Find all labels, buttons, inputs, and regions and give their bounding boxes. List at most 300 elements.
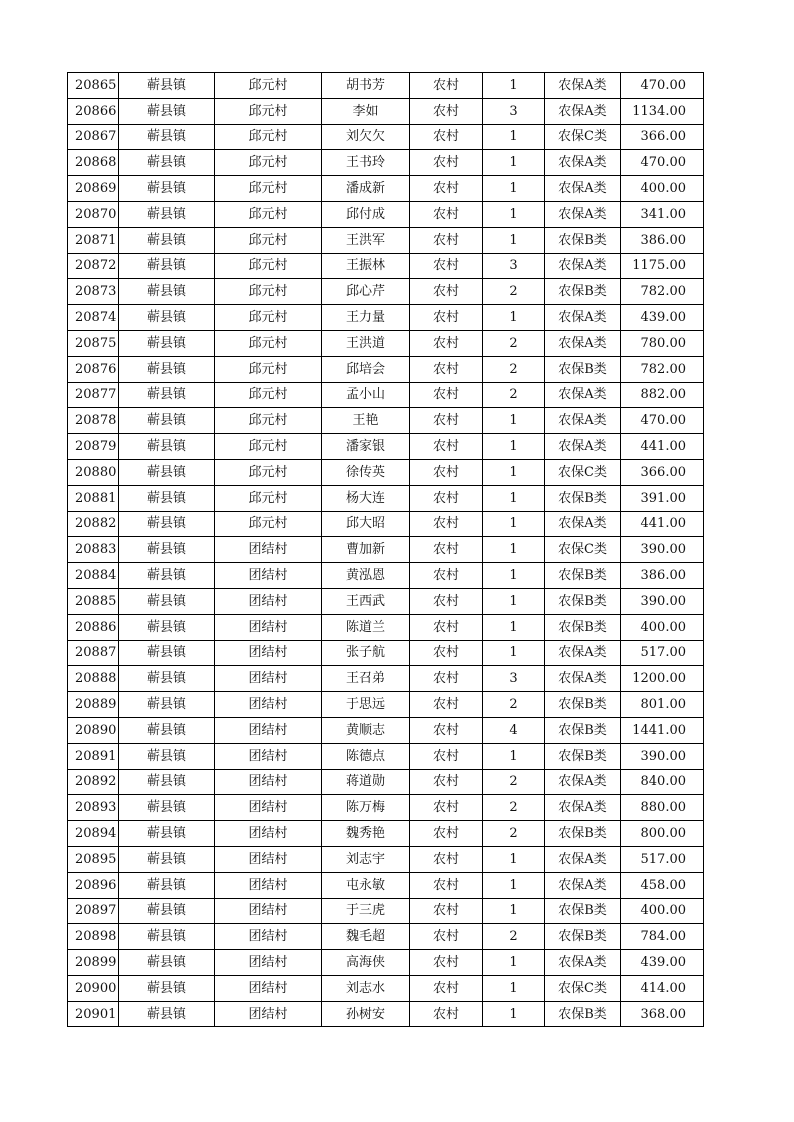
record-id: 20873: [68, 279, 119, 305]
village-cell: 团结村: [215, 588, 322, 614]
name-cell: 王西武: [322, 588, 410, 614]
household-size-cell: 1: [483, 459, 545, 485]
area-type-cell: 农村: [410, 666, 483, 692]
name-cell: 魏秀艳: [322, 821, 410, 847]
town-cell: 蕲县镇: [119, 975, 215, 1001]
table-row: [68, 924, 704, 950]
village-cell: 邱元村: [215, 98, 322, 124]
area-type-cell: 农村: [410, 408, 483, 434]
insurance-class-cell: 农保B类: [545, 356, 621, 382]
household-size-cell: 1: [483, 872, 545, 898]
household-size-cell: 1: [483, 846, 545, 872]
amount-cell: 517.00: [621, 640, 704, 666]
town-cell: 蕲县镇: [119, 924, 215, 950]
name-cell: 陈万梅: [322, 795, 410, 821]
town-cell: 蕲县镇: [119, 898, 215, 924]
insurance-class-cell: 农保A类: [545, 330, 621, 356]
table-row: [68, 485, 704, 511]
record-id: 20901: [68, 1001, 119, 1027]
name-cell: 于思远: [322, 692, 410, 718]
name-cell: 陈道兰: [322, 614, 410, 640]
household-size-cell: 1: [483, 1001, 545, 1027]
household-size-cell: 2: [483, 330, 545, 356]
village-cell: 团结村: [215, 872, 322, 898]
table-row: [68, 821, 704, 847]
table-row: [68, 227, 704, 253]
table-row: [68, 563, 704, 589]
record-id: 20867: [68, 124, 119, 150]
village-cell: 邱元村: [215, 124, 322, 150]
amount-cell: 780.00: [621, 330, 704, 356]
amount-cell: 517.00: [621, 846, 704, 872]
village-cell: 邱元村: [215, 382, 322, 408]
village-cell: 邱元村: [215, 227, 322, 253]
village-cell: 团结村: [215, 717, 322, 743]
area-type-cell: 农村: [410, 769, 483, 795]
record-id: 20895: [68, 846, 119, 872]
insurance-class-cell: 农保A类: [545, 769, 621, 795]
household-size-cell: 1: [483, 73, 545, 99]
name-cell: 王艳: [322, 408, 410, 434]
area-type-cell: 农村: [410, 279, 483, 305]
household-size-cell: 3: [483, 666, 545, 692]
table-row: [68, 253, 704, 279]
village-cell: 邱元村: [215, 511, 322, 537]
town-cell: 蕲县镇: [119, 795, 215, 821]
household-size-cell: 2: [483, 279, 545, 305]
village-cell: 团结村: [215, 614, 322, 640]
table-row: [68, 408, 704, 434]
household-size-cell: 1: [483, 898, 545, 924]
household-size-cell: 1: [483, 743, 545, 769]
insurance-class-cell: 农保C类: [545, 537, 621, 563]
name-cell: 陈德点: [322, 743, 410, 769]
amount-cell: 386.00: [621, 563, 704, 589]
record-id: 20884: [68, 563, 119, 589]
insurance-class-cell: 农保A类: [545, 408, 621, 434]
area-type-cell: 农村: [410, 950, 483, 976]
record-id: 20868: [68, 150, 119, 176]
village-cell: 团结村: [215, 666, 322, 692]
amount-cell: 368.00: [621, 1001, 704, 1027]
household-size-cell: 1: [483, 563, 545, 589]
insurance-class-cell: 农保B类: [545, 614, 621, 640]
amount-cell: 470.00: [621, 73, 704, 99]
town-cell: 蕲县镇: [119, 124, 215, 150]
town-cell: 蕲县镇: [119, 150, 215, 176]
town-cell: 蕲县镇: [119, 511, 215, 537]
amount-cell: 782.00: [621, 279, 704, 305]
area-type-cell: 农村: [410, 511, 483, 537]
town-cell: 蕲县镇: [119, 640, 215, 666]
town-cell: 蕲县镇: [119, 692, 215, 718]
town-cell: 蕲县镇: [119, 73, 215, 99]
name-cell: 徐传英: [322, 459, 410, 485]
insurance-class-cell: 农保A类: [545, 73, 621, 99]
area-type-cell: 农村: [410, 743, 483, 769]
village-cell: 团结村: [215, 743, 322, 769]
insurance-class-cell: 农保A类: [545, 305, 621, 331]
insurance-class-cell: 农保C类: [545, 124, 621, 150]
insurance-class-cell: 农保A类: [545, 434, 621, 460]
table-row: [68, 459, 704, 485]
household-size-cell: 1: [483, 201, 545, 227]
insurance-class-cell: 农保B类: [545, 898, 621, 924]
record-id: 20893: [68, 795, 119, 821]
table-row: [68, 588, 704, 614]
amount-cell: 400.00: [621, 176, 704, 202]
household-size-cell: 1: [483, 614, 545, 640]
table-row: [68, 769, 704, 795]
village-cell: 邱元村: [215, 356, 322, 382]
household-size-cell: 2: [483, 382, 545, 408]
record-id: 20874: [68, 305, 119, 331]
name-cell: 李如: [322, 98, 410, 124]
amount-cell: 390.00: [621, 537, 704, 563]
record-id: 20887: [68, 640, 119, 666]
area-type-cell: 农村: [410, 356, 483, 382]
household-size-cell: 1: [483, 150, 545, 176]
amount-cell: 414.00: [621, 975, 704, 1001]
town-cell: 蕲县镇: [119, 201, 215, 227]
name-cell: 王书玲: [322, 150, 410, 176]
table-body: [68, 73, 704, 1027]
town-cell: 蕲县镇: [119, 872, 215, 898]
insurance-class-cell: 农保A类: [545, 666, 621, 692]
area-type-cell: 农村: [410, 485, 483, 511]
town-cell: 蕲县镇: [119, 588, 215, 614]
table-row: [68, 176, 704, 202]
area-type-cell: 农村: [410, 73, 483, 99]
town-cell: 蕲县镇: [119, 356, 215, 382]
table-row: [68, 73, 704, 99]
table-row: [68, 150, 704, 176]
table-row: [68, 382, 704, 408]
record-id: 20865: [68, 73, 119, 99]
amount-cell: 366.00: [621, 124, 704, 150]
village-cell: 团结村: [215, 537, 322, 563]
amount-cell: 400.00: [621, 614, 704, 640]
name-cell: 蒋道勋: [322, 769, 410, 795]
amount-cell: 880.00: [621, 795, 704, 821]
table-row: [68, 124, 704, 150]
town-cell: 蕲县镇: [119, 846, 215, 872]
area-type-cell: 农村: [410, 846, 483, 872]
insurance-class-cell: 农保B类: [545, 485, 621, 511]
amount-cell: 458.00: [621, 872, 704, 898]
household-size-cell: 1: [483, 511, 545, 537]
village-cell: 团结村: [215, 950, 322, 976]
record-id: 20876: [68, 356, 119, 382]
amount-cell: 1441.00: [621, 717, 704, 743]
record-id: 20888: [68, 666, 119, 692]
amount-cell: 1175.00: [621, 253, 704, 279]
area-type-cell: 农村: [410, 924, 483, 950]
area-type-cell: 农村: [410, 898, 483, 924]
household-size-cell: 1: [483, 124, 545, 150]
village-cell: 邱元村: [215, 150, 322, 176]
insurance-class-cell: 农保B类: [545, 692, 621, 718]
record-id: 20869: [68, 176, 119, 202]
record-id: 20885: [68, 588, 119, 614]
village-cell: 邱元村: [215, 73, 322, 99]
name-cell: 刘志宇: [322, 846, 410, 872]
table-row: [68, 1001, 704, 1027]
insurance-class-cell: 农保B类: [545, 563, 621, 589]
area-type-cell: 农村: [410, 640, 483, 666]
area-type-cell: 农村: [410, 150, 483, 176]
area-type-cell: 农村: [410, 201, 483, 227]
village-cell: 邱元村: [215, 434, 322, 460]
name-cell: 孟小山: [322, 382, 410, 408]
name-cell: 杨大连: [322, 485, 410, 511]
table-row: [68, 666, 704, 692]
town-cell: 蕲县镇: [119, 176, 215, 202]
insurance-class-cell: 农保B类: [545, 821, 621, 847]
record-id: 20886: [68, 614, 119, 640]
record-id: 20896: [68, 872, 119, 898]
area-type-cell: 农村: [410, 563, 483, 589]
town-cell: 蕲县镇: [119, 227, 215, 253]
record-id: 20898: [68, 924, 119, 950]
household-size-cell: 2: [483, 356, 545, 382]
insurance-class-cell: 农保C类: [545, 975, 621, 1001]
area-type-cell: 农村: [410, 176, 483, 202]
records-table: [67, 72, 704, 1027]
town-cell: 蕲县镇: [119, 821, 215, 847]
name-cell: 刘欠欠: [322, 124, 410, 150]
amount-cell: 782.00: [621, 356, 704, 382]
insurance-class-cell: 农保A类: [545, 382, 621, 408]
insurance-class-cell: 农保A类: [545, 201, 621, 227]
household-size-cell: 1: [483, 434, 545, 460]
household-size-cell: 4: [483, 717, 545, 743]
name-cell: 王洪道: [322, 330, 410, 356]
insurance-class-cell: 农保A类: [545, 98, 621, 124]
household-size-cell: 2: [483, 924, 545, 950]
amount-cell: 439.00: [621, 305, 704, 331]
table-row: [68, 846, 704, 872]
village-cell: 邱元村: [215, 305, 322, 331]
record-id: 20880: [68, 459, 119, 485]
town-cell: 蕲县镇: [119, 1001, 215, 1027]
record-id: 20875: [68, 330, 119, 356]
record-id: 20897: [68, 898, 119, 924]
insurance-class-cell: 农保A类: [545, 846, 621, 872]
record-id: 20872: [68, 253, 119, 279]
village-cell: 团结村: [215, 795, 322, 821]
village-cell: 邱元村: [215, 176, 322, 202]
record-id: 20899: [68, 950, 119, 976]
name-cell: 张子航: [322, 640, 410, 666]
insurance-class-cell: 农保B类: [545, 717, 621, 743]
name-cell: 屯永敏: [322, 872, 410, 898]
area-type-cell: 农村: [410, 434, 483, 460]
town-cell: 蕲县镇: [119, 485, 215, 511]
area-type-cell: 农村: [410, 1001, 483, 1027]
area-type-cell: 农村: [410, 588, 483, 614]
table-row: [68, 356, 704, 382]
amount-cell: 1200.00: [621, 666, 704, 692]
amount-cell: 470.00: [621, 408, 704, 434]
name-cell: 邱大昭: [322, 511, 410, 537]
record-id: 20866: [68, 98, 119, 124]
amount-cell: 840.00: [621, 769, 704, 795]
insurance-class-cell: 农保C类: [545, 459, 621, 485]
name-cell: 于三虎: [322, 898, 410, 924]
insurance-class-cell: 农保A类: [545, 253, 621, 279]
table-row: [68, 434, 704, 460]
area-type-cell: 农村: [410, 795, 483, 821]
insurance-class-cell: 农保A类: [545, 150, 621, 176]
town-cell: 蕲县镇: [119, 950, 215, 976]
amount-cell: 390.00: [621, 743, 704, 769]
area-type-cell: 农村: [410, 227, 483, 253]
record-id: 20883: [68, 537, 119, 563]
amount-cell: 784.00: [621, 924, 704, 950]
amount-cell: 386.00: [621, 227, 704, 253]
table-row: [68, 950, 704, 976]
town-cell: 蕲县镇: [119, 382, 215, 408]
village-cell: 邱元村: [215, 408, 322, 434]
insurance-class-cell: 农保A类: [545, 176, 621, 202]
name-cell: 王召弟: [322, 666, 410, 692]
household-size-cell: 1: [483, 305, 545, 331]
amount-cell: 439.00: [621, 950, 704, 976]
insurance-class-cell: 农保A类: [545, 950, 621, 976]
table-row: [68, 279, 704, 305]
name-cell: 刘志水: [322, 975, 410, 1001]
amount-cell: 366.00: [621, 459, 704, 485]
area-type-cell: 农村: [410, 305, 483, 331]
name-cell: 高海侠: [322, 950, 410, 976]
amount-cell: 441.00: [621, 434, 704, 460]
village-cell: 邱元村: [215, 459, 322, 485]
household-size-cell: 2: [483, 821, 545, 847]
village-cell: 邱元村: [215, 201, 322, 227]
name-cell: 孙树安: [322, 1001, 410, 1027]
household-size-cell: 1: [483, 588, 545, 614]
record-id: 20879: [68, 434, 119, 460]
household-size-cell: 2: [483, 769, 545, 795]
village-cell: 邱元村: [215, 253, 322, 279]
area-type-cell: 农村: [410, 692, 483, 718]
name-cell: 潘家银: [322, 434, 410, 460]
record-id: 20900: [68, 975, 119, 1001]
insurance-class-cell: 农保A类: [545, 795, 621, 821]
name-cell: 黄顺志: [322, 717, 410, 743]
record-id: 20891: [68, 743, 119, 769]
town-cell: 蕲县镇: [119, 253, 215, 279]
record-id: 20894: [68, 821, 119, 847]
amount-cell: 391.00: [621, 485, 704, 511]
table-row: [68, 692, 704, 718]
amount-cell: 441.00: [621, 511, 704, 537]
household-size-cell: 3: [483, 253, 545, 279]
village-cell: 团结村: [215, 975, 322, 1001]
name-cell: 邱培会: [322, 356, 410, 382]
name-cell: 潘成新: [322, 176, 410, 202]
village-cell: 团结村: [215, 563, 322, 589]
table-row: [68, 795, 704, 821]
amount-cell: 882.00: [621, 382, 704, 408]
table-row: [68, 330, 704, 356]
town-cell: 蕲县镇: [119, 563, 215, 589]
area-type-cell: 农村: [410, 537, 483, 563]
village-cell: 团结村: [215, 692, 322, 718]
household-size-cell: 1: [483, 227, 545, 253]
village-cell: 团结村: [215, 769, 322, 795]
household-size-cell: 1: [483, 975, 545, 1001]
village-cell: 邱元村: [215, 485, 322, 511]
town-cell: 蕲县镇: [119, 743, 215, 769]
village-cell: 团结村: [215, 898, 322, 924]
town-cell: 蕲县镇: [119, 537, 215, 563]
area-type-cell: 农村: [410, 98, 483, 124]
household-size-cell: 1: [483, 485, 545, 511]
insurance-class-cell: 农保B类: [545, 227, 621, 253]
town-cell: 蕲县镇: [119, 614, 215, 640]
name-cell: 邱心芹: [322, 279, 410, 305]
amount-cell: 1134.00: [621, 98, 704, 124]
village-cell: 团结村: [215, 640, 322, 666]
table-row: [68, 898, 704, 924]
table-row: [68, 201, 704, 227]
insurance-class-cell: 农保A类: [545, 511, 621, 537]
name-cell: 曹加新: [322, 537, 410, 563]
area-type-cell: 农村: [410, 872, 483, 898]
record-id: 20890: [68, 717, 119, 743]
town-cell: 蕲县镇: [119, 330, 215, 356]
name-cell: 王洪军: [322, 227, 410, 253]
amount-cell: 800.00: [621, 821, 704, 847]
town-cell: 蕲县镇: [119, 769, 215, 795]
table-row: [68, 872, 704, 898]
household-size-cell: 2: [483, 692, 545, 718]
name-cell: 邱付成: [322, 201, 410, 227]
table-row: [68, 98, 704, 124]
insurance-class-cell: 农保B类: [545, 1001, 621, 1027]
area-type-cell: 农村: [410, 614, 483, 640]
table-row: [68, 717, 704, 743]
table-row: [68, 305, 704, 331]
name-cell: 王力量: [322, 305, 410, 331]
village-cell: 团结村: [215, 846, 322, 872]
name-cell: 王振林: [322, 253, 410, 279]
table-row: [68, 537, 704, 563]
table-row: [68, 975, 704, 1001]
area-type-cell: 农村: [410, 253, 483, 279]
table-row: [68, 640, 704, 666]
record-id: 20877: [68, 382, 119, 408]
town-cell: 蕲县镇: [119, 305, 215, 331]
amount-cell: 801.00: [621, 692, 704, 718]
insurance-class-cell: 农保B类: [545, 588, 621, 614]
amount-cell: 470.00: [621, 150, 704, 176]
insurance-class-cell: 农保B类: [545, 924, 621, 950]
record-id: 20871: [68, 227, 119, 253]
insurance-class-cell: 农保A类: [545, 872, 621, 898]
town-cell: 蕲县镇: [119, 717, 215, 743]
area-type-cell: 农村: [410, 330, 483, 356]
area-type-cell: 农村: [410, 821, 483, 847]
household-size-cell: 1: [483, 640, 545, 666]
household-size-cell: 1: [483, 950, 545, 976]
area-type-cell: 农村: [410, 717, 483, 743]
town-cell: 蕲县镇: [119, 98, 215, 124]
village-cell: 邱元村: [215, 330, 322, 356]
area-type-cell: 农村: [410, 124, 483, 150]
